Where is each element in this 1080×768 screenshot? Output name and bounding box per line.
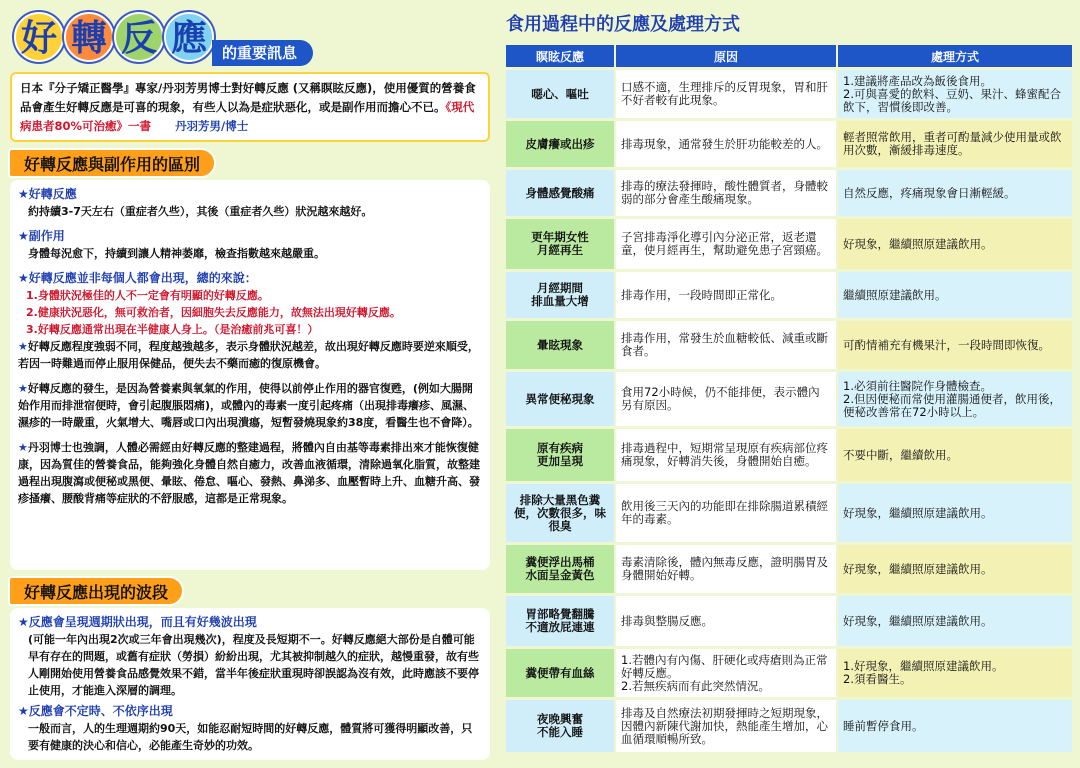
star-icon: ★	[18, 704, 29, 718]
title-char-2: 轉	[64, 12, 114, 62]
cell-cause: 口感不適，生理排斥的反胃現象，胃和肝不好者較有此現象。	[616, 70, 838, 118]
star-icon: ★	[18, 441, 28, 454]
table-row	[506, 272, 1074, 318]
cell-remedy: 1.必須前往醫院作身體檢查。 2.但因便秘而常使用灌腸通便者，飲用後，便秘改善常在72小時以上。	[838, 372, 1074, 426]
page-title	[10, 10, 490, 70]
title-char-4: 應	[164, 12, 214, 62]
star-icon: ★	[18, 340, 28, 353]
table-row	[506, 700, 1074, 752]
cell-cause: 排毒的療法發揮時，酸性體質者，身體較弱的部分會產生酸痛現象。	[616, 170, 838, 216]
good-reaction-heading: ★好轉反應	[18, 187, 77, 201]
title-char-1: 好	[14, 12, 64, 62]
cell-remedy: 1.建議將產品改為飯後食用。 2.可與喜愛的飲料、豆奶、果汁、蜂蜜配合飲下，習慣後即改善。	[838, 70, 1074, 118]
cell-cause: 排毒過程中，短期常呈現原有疾病部位疼痛現象，好轉消失後，身體開始自癒。	[616, 429, 838, 481]
cell-remedy: 好現象，繼續照原建議飲用。	[838, 596, 1074, 646]
section1-title: 好轉反應與副作用的區別	[8, 148, 216, 178]
side-effect-heading: ★副作用	[18, 229, 65, 243]
cell-symptom: 皮膚癢或出疹	[506, 121, 616, 167]
table-row	[506, 484, 1074, 542]
cell-symptom: 糞便帶有血絲	[506, 649, 616, 697]
cell-remedy: 好現象，繼續照原建議飲用。	[838, 545, 1074, 593]
cell-cause: 食用72小時候，仍不能排便，表示體內另有原因。	[616, 372, 838, 426]
cell-remedy: 不要中斷，繼續飲用。	[838, 429, 1074, 481]
cell-symptom: 暈眩現象	[506, 321, 616, 369]
star-icon: ★	[18, 271, 29, 285]
cell-symptom: 身體感覺酸痛	[506, 170, 616, 216]
header-symptom: 瞑眩反應	[506, 45, 616, 67]
paragraph-3: ★丹羽博士也強調，人體必需經由好轉反應的整建過程，將體內自由基等毒素排出來才能恢復健康，因為質佳的營養食品，能夠強化身體自然自癒力，改善血液循環，清除過氧化脂質，故整建過程出現腹瀉或便秘或黑便、暈眩、倦怠、嘔心、發熱、鼻涕多、血壓暫時上升、血糖升高、發疹搔癢、腰酸背痛等症狀的不舒服感，這都是正常現象。	[18, 441, 480, 505]
table-row	[506, 429, 1074, 481]
cell-symptom: 胃部略覺翻騰 不適放屁連連	[506, 596, 616, 646]
table-body	[506, 70, 1074, 752]
cell-symptom: 糞便浮出馬桶 水面呈金黃色	[506, 545, 616, 593]
not-all-heading: ★好轉反應並非每個人都會出現，總的來說：	[18, 271, 257, 285]
good-reaction-text: 約持續3-7天左右（重症者久些），其後（重症者久些）狀況越來越好。	[28, 205, 373, 218]
cell-cause: 子宮排毒淨化導引內分泌正常，返老還童，使月經再生，幫助避免患子宮頸癌。	[616, 219, 838, 269]
cell-cause: 毒素清除後，體內無毒反應，證明腸胃及身體開始好轉。	[616, 545, 838, 593]
table-row	[506, 321, 1074, 369]
wave-heading-1: ★反應會呈現週期狀出現，而且有好幾波出現	[18, 615, 257, 629]
title-char-3: 反	[114, 12, 164, 62]
header-cause: 原因	[616, 45, 838, 67]
table-row	[506, 70, 1074, 118]
intro-box	[10, 72, 490, 142]
cell-symptom: 月經期間 排血量大增	[506, 272, 616, 318]
table-row	[506, 170, 1074, 216]
cell-remedy: 自然反應，疼痛現象會日漸輕緩。	[838, 170, 1074, 216]
section2-title: 好轉反應出現的波段	[8, 576, 184, 606]
table-row	[506, 121, 1074, 167]
intro-author: 丹羽芳男/博士	[175, 119, 249, 133]
wave-text-1: (可能一年內出現2次或三年會出現幾次)，程度及長短期不一。好轉反應絕大部份是自體可能早有存在的問題，或舊有症狀（勞損）紛紛出現，尤其被抑制越久的症狀，越慢重發，故有些人剛開始使用營養食品感覺效果不錯，當半年後症狀重現時卻誤認為沒有效，此時應該不要停止使用，才能進入深層的調理。	[28, 633, 479, 697]
cell-remedy: 1.好現象，繼續照原建議飲用。 2.須看醫生。	[838, 649, 1074, 697]
cell-remedy: 可酌情補充有機果汁，一段時間即恢復。	[838, 321, 1074, 369]
header-remedy: 處理方式	[838, 45, 1074, 67]
intro-book: 《現代病患者80%可治癒》一書	[20, 100, 475, 133]
not-all-item-1: 1.身體狀況極佳的人不一定會有明顯的好轉反應。	[26, 289, 269, 302]
wave-heading-2: ★反應會不定時、不依序出現	[18, 704, 173, 718]
left-column	[0, 0, 500, 768]
cell-remedy: 睡前暫停食用。	[838, 700, 1074, 752]
table-row	[506, 219, 1074, 269]
cell-cause: 排毒與整腸反應。	[616, 596, 838, 646]
cell-remedy: 好現象，繼續照原建議飲用。	[838, 219, 1074, 269]
not-all-item-2: 2.健康狀況惡化，無可救治者，因細胞失去反應能力，故無法出現好轉反應。	[26, 306, 401, 319]
table-header-row	[506, 45, 1074, 67]
cell-symptom: 更年期女性 月經再生	[506, 219, 616, 269]
cell-cause: 排毒現象，通常發生於肝功能較差的人。	[616, 121, 838, 167]
cell-symptom: 異常便秘現象	[506, 372, 616, 426]
star-icon: ★	[18, 229, 29, 243]
cell-cause: 1.若體內有內傷、肝硬化或痔瘡則為正常好轉反應。 2.若無疾病而有此突然情況。	[616, 649, 838, 697]
paragraph-1: ★好轉反應程度強弱不同，程度越強越多，表示身體狀況越差，故出現好轉反應時要逆來順受，若因一時難過而停止服用保健品，便失去不藥而癒的復原機會。	[18, 340, 479, 370]
cell-cause: 排毒作用，常發生於血糖較低、減重或斷食者。	[616, 321, 838, 369]
not-all-item-3: 3.好轉反應通常出現在半健康人身上。（是治癒前兆可喜！）	[26, 323, 319, 336]
cell-remedy: 好現象，繼續照原建議飲用。	[838, 484, 1074, 542]
cell-cause: 飲用後三天內的功能即在排除腸道累積經年的毒素。	[616, 484, 838, 542]
wave-text-2: 一般而言，人的生理週期約90天，如能忍耐短時間的好轉反應，體質將可獲得明顯改善，只要有健康的決心和信心，必能產生奇妙的功效。	[28, 722, 473, 752]
cell-symptom: 夜晚興奮 不能入睡	[506, 700, 616, 752]
page-subtitle: 的重要訊息	[212, 40, 313, 66]
table-title: 食用過程中的反應及處理方式	[506, 14, 740, 35]
side-effect-text: 身體每況愈下，持續到讓人精神萎靡，檢查指數越來越嚴重。	[28, 247, 325, 260]
star-icon: ★	[18, 187, 29, 201]
cell-symptom: 原有疾病 更加呈現	[506, 429, 616, 481]
cell-remedy: 輕者照常飲用，重者可酌量減少使用量或飲用次數，漸緩排毒速度。	[838, 121, 1074, 167]
cell-symptom: 噁心、嘔吐	[506, 70, 616, 118]
reaction-table	[506, 42, 1074, 755]
cell-cause: 排毒作用，一段時間即正常化。	[616, 272, 838, 318]
cell-cause: 排毒及自然療法初期發揮時之短期現象，因體內新陳代謝加快，熱能產生增加，心血循環順暢所致。	[616, 700, 838, 752]
star-icon: ★	[18, 382, 28, 395]
cell-remedy: 繼續照原建議飲用。	[838, 272, 1074, 318]
table-row	[506, 545, 1074, 593]
table-row	[506, 649, 1074, 697]
intro-text: 日本『分子矯正醫學』專家/丹羽芳男博士對好轉反應 (又稱瞑眩反應)，使用優質的營養食品會產生好轉反應是可喜的現象，有些人以為是症狀惡化，或是副作用而擔心不已。	[20, 81, 476, 114]
table-row	[506, 596, 1074, 646]
cell-symptom: 排除大量黑色糞便，次數很多，味很臭	[506, 484, 616, 542]
table-row	[506, 372, 1074, 426]
paragraph-2: ★好轉反應的發生，是因為營養素與氧氣的作用，使得以前停止作用的器官復甦，(例如大腸開始作用而排泄宿便時，會引起腹脹悶痛)，或體內的毒素一度引起疼痛（出現排毒癢疹、風濕、濕疹的一時嚴重，火氣增大、嘴唇或口內出現潰瘍，短暫發燒現象約38度，看醫生也不會降）。	[18, 382, 479, 429]
section2-box	[10, 608, 490, 760]
star-icon: ★	[18, 615, 29, 629]
section1-box	[10, 180, 490, 570]
